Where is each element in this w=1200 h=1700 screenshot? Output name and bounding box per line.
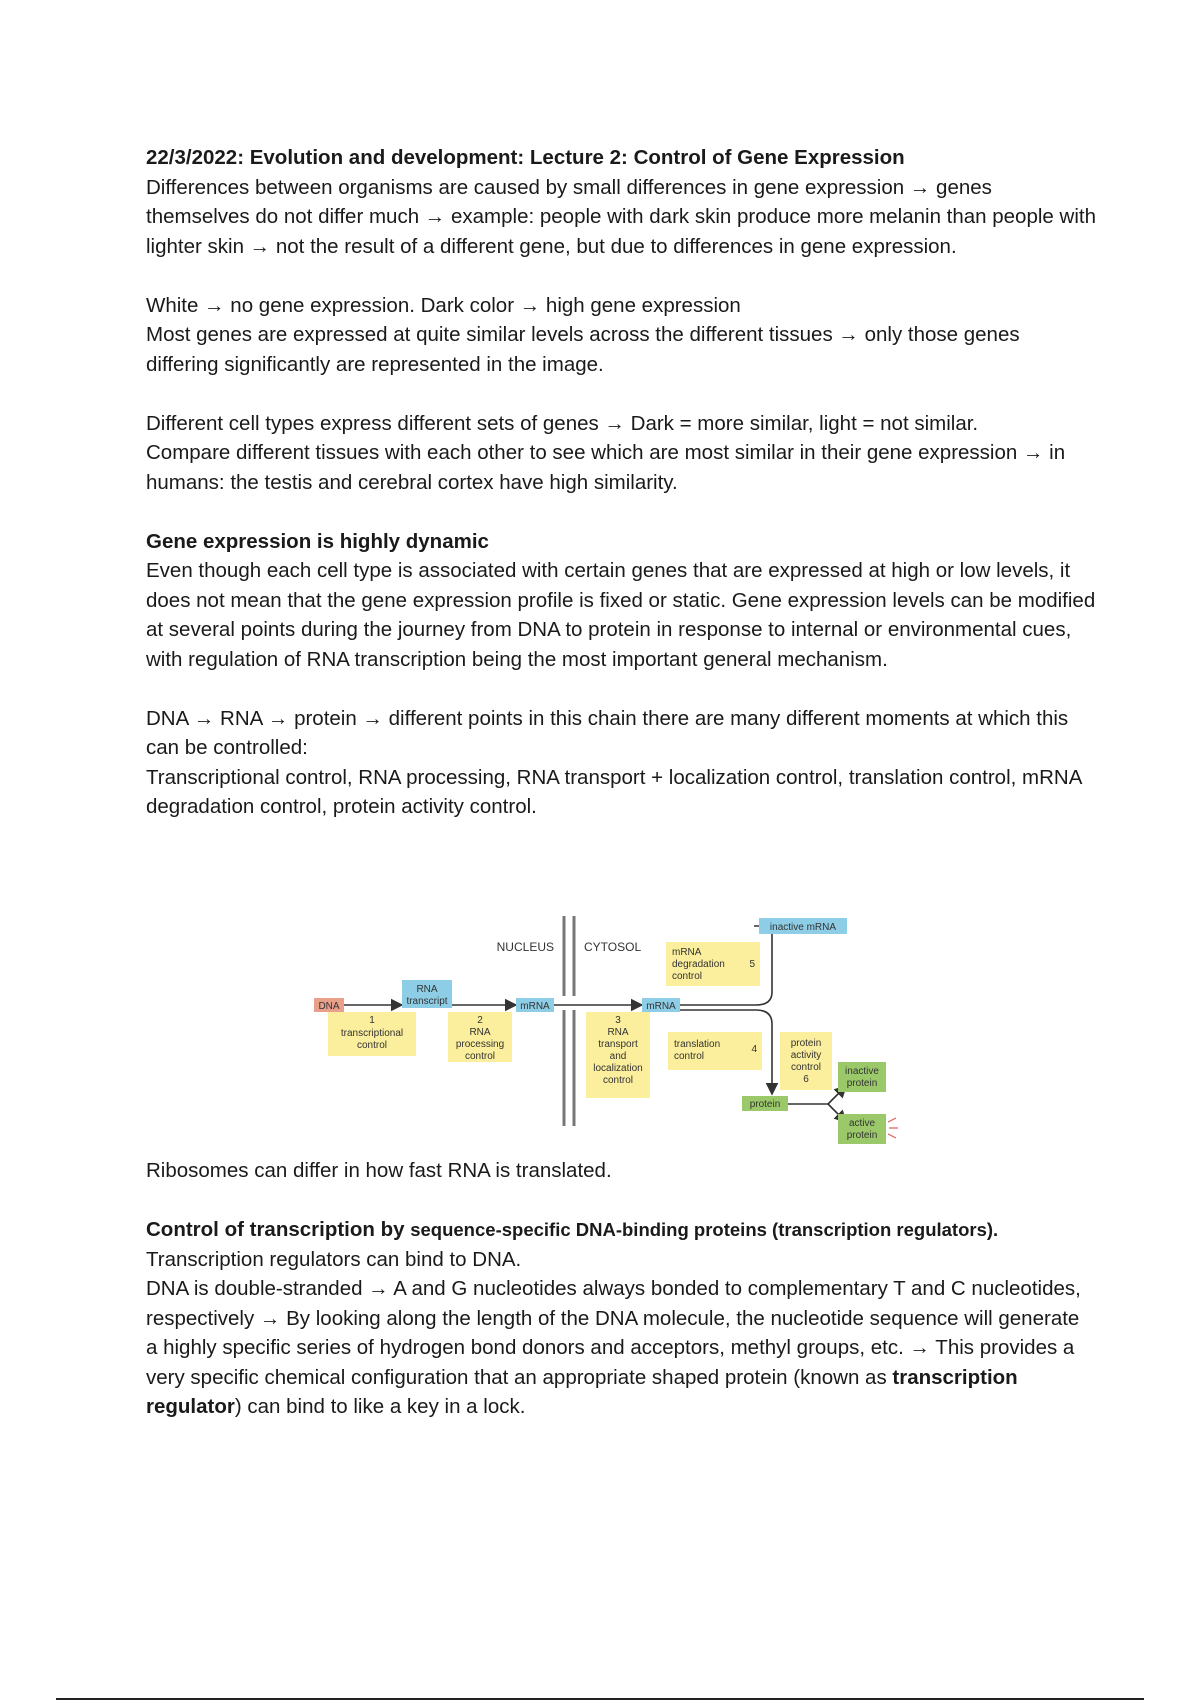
- step5-label-1: mRNA: [672, 947, 702, 958]
- step5-number: 5: [749, 959, 755, 970]
- section-heading-dynamic: Gene expression is highly dynamic: [146, 529, 489, 553]
- nuclear-membrane: [560, 916, 578, 1126]
- rna-transcript-label-1: RNA: [416, 984, 438, 995]
- gene-expression-control-diagram: [306, 904, 936, 1150]
- step2-label-3: control: [464, 1051, 496, 1062]
- heading-small-part: sequence-specific DNA-binding proteins (transcription regulators).: [410, 1219, 999, 1240]
- step4-number: 4: [751, 1044, 757, 1055]
- step2-label-1: RNA: [469, 1027, 491, 1038]
- step2-number: 2: [477, 1015, 483, 1026]
- paragraph-dna-rna-protein: DNA → RNA → protein → different points in this chain there are many different moments at which this can be controlled:: [146, 706, 1069, 759]
- rna-transcript-label-2: transcript: [406, 996, 448, 1007]
- step3-label-2: transport: [598, 1039, 638, 1050]
- heading-main-part: Control of transcription by: [146, 1218, 411, 1241]
- paragraph-ribosomes: Ribosomes can differ in how fast RNA is translated.: [146, 1159, 612, 1182]
- paragraph-double-stranded: [146, 1274, 1096, 1422]
- activity-burst-icon: [888, 1118, 898, 1138]
- step5-label-2: degradation: [672, 959, 725, 970]
- nucleus-label: NUCLEUS: [496, 940, 554, 954]
- text-run-1: DNA is double-stranded → A and G nucleotides always bonded to complementary T and C nucleotides, respectively → By looking along the length of the DNA molecule, the nucleotide sequence will generate a highly specific series of hydrogen bond donors and acceptors, methyl groups, etc. → This provides a very specific chemical configuration that an appropriate shaped protein (known as: [146, 1277, 1081, 1389]
- inactive-mrna-label: inactive mRNA: [769, 922, 837, 933]
- paragraph-control-points: Transcriptional control, RNA processing, RNA transport + localization control, translation control, mRNA degradation control, protein activity control.: [146, 765, 1082, 818]
- step3-label-5: control: [602, 1075, 634, 1086]
- transcription-regulator-term: transcription regulator: [146, 1365, 1018, 1418]
- step6-label-1: protein: [790, 1038, 822, 1049]
- step3-label-1: RNA: [607, 1027, 629, 1038]
- active-protein-label-2: protein: [846, 1130, 878, 1141]
- paragraph-dynamic: Even though each cell type is associated with certain genes that are expressed at high or low levels, it does not mean that the gene expression profile is fixed or static. Gene expression levels can be modified at several points during the journey from DNA to protein in response to internal or environmental cues, with regulation of RNA transcription being the most important general mechanism.: [146, 559, 1096, 671]
- step2-label-2: processing: [455, 1039, 505, 1050]
- step6-label-3: control: [790, 1062, 822, 1073]
- cytosol-label: CYTOSOL: [584, 940, 642, 954]
- paragraph-cell-types: Different cell types express different sets of genes → Dark = more similar, light = not similar.: [146, 411, 979, 435]
- dna-label: DNA: [318, 1001, 340, 1012]
- document-body: [146, 143, 1096, 822]
- step4-label-2: control: [674, 1051, 705, 1062]
- inactive-protein-label-1: inactive: [845, 1066, 879, 1077]
- document-body-continued: [146, 1156, 1096, 1422]
- step1-number: 1: [369, 1015, 375, 1026]
- mrna-nucleus-label: mRNA: [520, 1001, 550, 1012]
- step6-number: 6: [803, 1074, 809, 1085]
- step4-label-1: translation: [674, 1039, 721, 1050]
- step3-label-3: and: [609, 1051, 627, 1062]
- step5-label-3: control: [672, 971, 703, 982]
- step6-label-2: activity: [790, 1050, 822, 1061]
- step3-number: 3: [615, 1015, 621, 1026]
- inactive-protein-label-2: protein: [846, 1078, 878, 1089]
- paragraph-white-dark: White → no gene expression. Dark color → high gene expression: [146, 293, 741, 317]
- step3-label-4: localization: [593, 1063, 643, 1074]
- text-run-2: ) can bind to like a key in a lock.: [234, 1395, 526, 1418]
- paragraph-intro: Differences between organisms are caused by small differences in gene expression → genes themselves do not differ much → example: people with dark skin produce more melanin than people with lighter skin → not the result of a different gene, but due to differences in gene expression.: [146, 175, 1096, 258]
- active-protein-label-1: active: [848, 1118, 876, 1129]
- protein-label: protein: [749, 1099, 781, 1110]
- lecture-heading: 22/3/2022: Evolution and development: Lecture 2: Control of Gene Expression: [146, 146, 905, 169]
- step1-label-2: control: [356, 1040, 388, 1051]
- paragraph-regulators-bind: Transcription regulators can bind to DNA.: [146, 1247, 522, 1271]
- step1-label-1: transcriptional: [340, 1028, 404, 1039]
- paragraph-similar-levels: Most genes are expressed at quite similar levels across the different tissues → only those genes differing significantly are represented in the image.: [146, 323, 1020, 376]
- paragraph-compare-tissues: Compare different tissues with each other to see which are most similar in their gene expression → in humans: the testis and cerebral cortex have high similarity.: [146, 441, 1066, 494]
- mrna-cytosol-label: mRNA: [646, 1001, 676, 1012]
- section-heading-transcription: [146, 1215, 1096, 1245]
